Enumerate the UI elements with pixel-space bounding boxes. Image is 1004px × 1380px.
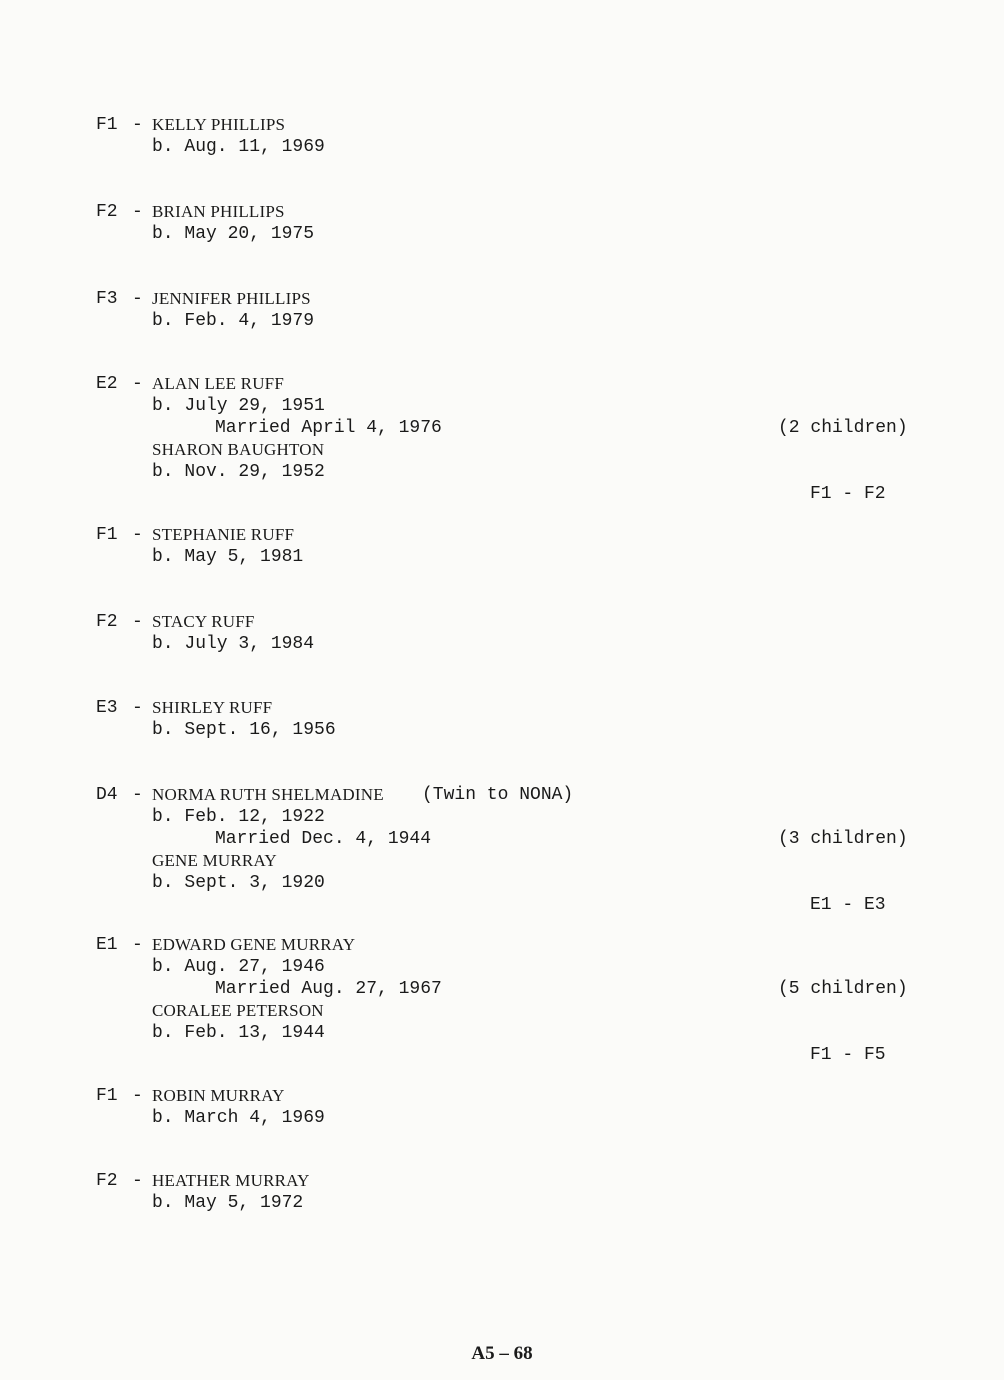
entry-header-line bbox=[90, 524, 970, 546]
children-summary-edward bbox=[778, 934, 918, 1110]
birth-date: b. May 5, 1981 bbox=[152, 547, 304, 567]
entry-shirley-ruff bbox=[90, 697, 970, 741]
generation-code: F2 bbox=[96, 612, 118, 632]
children-range: E1 - E3 bbox=[810, 895, 886, 915]
person-name: JENNIFER PHILLIPS bbox=[152, 289, 311, 308]
generation-code: D4 bbox=[96, 785, 118, 805]
separator-dash: - bbox=[132, 525, 143, 545]
separator-dash: - bbox=[132, 374, 143, 394]
person-name: STEPHANIE RUFF bbox=[152, 525, 295, 544]
birth-date: b. May 5, 1972 bbox=[152, 1193, 304, 1213]
person-name: ALAN LEE RUFF bbox=[152, 374, 284, 393]
entry-header-line bbox=[90, 1085, 970, 1107]
page-number: A5 – 68 bbox=[471, 1343, 533, 1364]
spouse-name: GENE MURRAY bbox=[152, 851, 277, 870]
separator-dash: - bbox=[132, 785, 143, 805]
children-range: F1 - F2 bbox=[810, 484, 886, 504]
birth-line bbox=[90, 633, 970, 655]
entry-kelly-phillips bbox=[90, 114, 970, 158]
separator-dash: - bbox=[132, 1171, 143, 1191]
separator-dash: - bbox=[132, 612, 143, 632]
marriage-date: Married Dec. 4, 1944 bbox=[215, 829, 432, 849]
twin-note: (Twin to NONA) bbox=[422, 785, 574, 805]
generation-code: E1 bbox=[96, 935, 118, 955]
entry-header-line bbox=[90, 288, 970, 310]
spouse-name: SHARON BAUGHTON bbox=[152, 440, 325, 459]
person-name: SHIRLEY RUFF bbox=[152, 698, 273, 717]
person-name: HEATHER MURRAY bbox=[152, 1171, 310, 1190]
birth-line bbox=[90, 719, 970, 741]
separator-dash: - bbox=[132, 289, 143, 309]
children-count: (5 children) bbox=[778, 979, 908, 999]
generation-code: E2 bbox=[96, 374, 118, 394]
generation-code: F3 bbox=[96, 289, 118, 309]
birth-date: b. July 3, 1984 bbox=[152, 634, 315, 654]
generation-code: F2 bbox=[96, 1171, 118, 1191]
entry-jennifer-phillips bbox=[90, 288, 970, 332]
person-name: EDWARD GENE MURRAY bbox=[152, 935, 356, 954]
birth-line bbox=[90, 1107, 970, 1129]
birth-date: b. Aug. 11, 1969 bbox=[152, 137, 325, 157]
separator-dash: - bbox=[132, 935, 143, 955]
generation-code: F1 bbox=[96, 1086, 118, 1106]
person-name: ROBIN MURRAY bbox=[152, 1086, 285, 1105]
birth-line bbox=[90, 136, 970, 158]
birth-date: b. Feb. 4, 1979 bbox=[152, 311, 315, 331]
separator-dash: - bbox=[132, 115, 143, 135]
separator-dash: - bbox=[132, 698, 143, 718]
children-count: (2 children) bbox=[778, 418, 908, 438]
children-range: F1 - F5 bbox=[810, 1045, 886, 1065]
separator-dash: - bbox=[132, 202, 143, 222]
birth-date: b. Feb. 12, 1922 bbox=[152, 807, 325, 827]
separator-dash: - bbox=[132, 1086, 143, 1106]
birth-date: b. May 20, 1975 bbox=[152, 224, 315, 244]
person-name: KELLY PHILLIPS bbox=[152, 115, 286, 134]
entry-header-line bbox=[90, 697, 970, 719]
birth-line bbox=[90, 223, 970, 245]
entry-stacy-ruff bbox=[90, 611, 970, 655]
person-name: STACY RUFF bbox=[152, 612, 255, 631]
generation-code: F2 bbox=[96, 202, 118, 222]
generation-code: F1 bbox=[96, 115, 118, 135]
person-name: NORMA RUTH SHELMADINE bbox=[152, 785, 384, 804]
birth-line bbox=[90, 1192, 970, 1214]
marriage-date: Married April 4, 1976 bbox=[215, 418, 442, 438]
children-count: (3 children) bbox=[778, 829, 908, 849]
entry-robin-murray bbox=[90, 1085, 970, 1129]
entry-header-line bbox=[90, 201, 970, 223]
entry-brian-phillips bbox=[90, 201, 970, 245]
entry-heather-murray bbox=[90, 1170, 970, 1214]
person-name: BRIAN PHILLIPS bbox=[152, 202, 285, 221]
spouse-birth-date: b. Sept. 3, 1920 bbox=[152, 873, 325, 893]
entry-header-line bbox=[90, 611, 970, 633]
entry-header-line bbox=[90, 1170, 970, 1192]
entry-header-line bbox=[90, 114, 970, 136]
birth-date: b. Sept. 16, 1956 bbox=[152, 720, 336, 740]
generation-code: F1 bbox=[96, 525, 118, 545]
birth-date: b. Aug. 27, 1946 bbox=[152, 957, 325, 977]
birth-line bbox=[90, 310, 970, 332]
birth-date: b. July 29, 1951 bbox=[152, 396, 325, 416]
spouse-name: CORALEE PETERSON bbox=[152, 1001, 324, 1020]
marriage-date: Married Aug. 27, 1967 bbox=[215, 979, 442, 999]
birth-date: b. March 4, 1969 bbox=[152, 1108, 325, 1128]
generation-code: E3 bbox=[96, 698, 118, 718]
children-summary-alan bbox=[778, 373, 918, 549]
birth-line bbox=[90, 546, 970, 568]
spouse-birth-date: b. Nov. 29, 1952 bbox=[152, 462, 325, 482]
spouse-birth-date: b. Feb. 13, 1944 bbox=[152, 1023, 325, 1043]
entry-stephanie-ruff bbox=[90, 524, 970, 568]
